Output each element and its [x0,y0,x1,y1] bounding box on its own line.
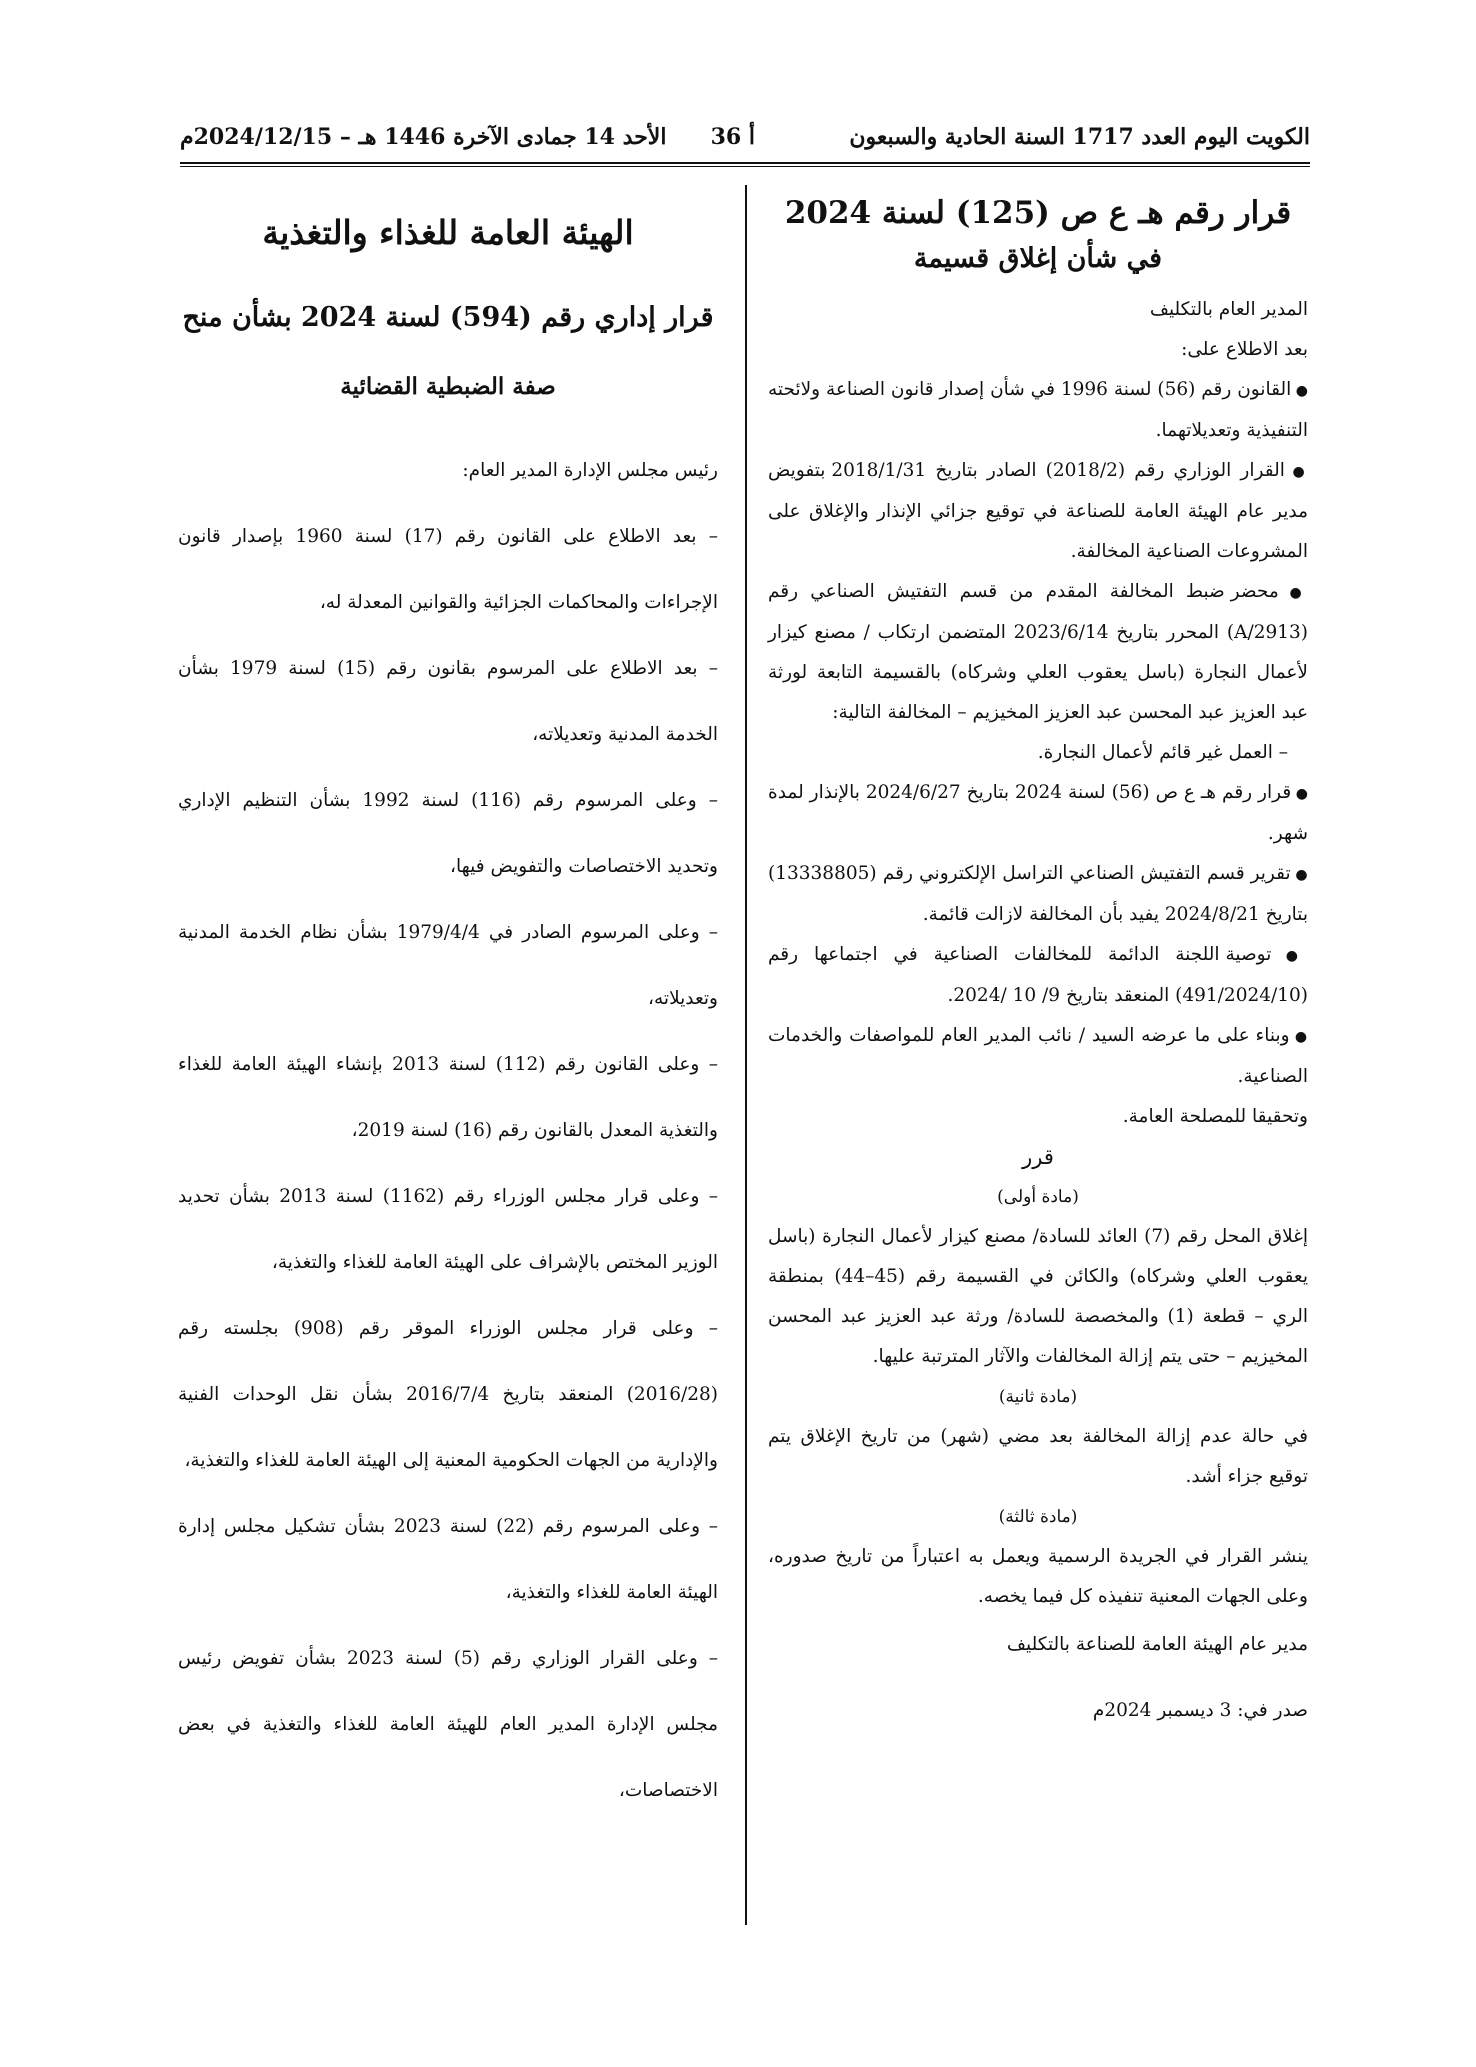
violation-item: – العمل غير قائم لأعمال النجارة. [1037,742,1288,763]
decision-125-subject: في شأن إغلاق قسيمة [913,243,1163,274]
gazette-issue-info: الكويت اليوم العدد 1717 السنة الحادية والسبعون [849,124,1310,150]
decision-594-subject: صفة الضبطية القضائية [340,373,556,400]
article-2-text: في حالة عدم إزالة المخالفة بعد مضي (شهر) من تاريخ الإغلاق يتم توقيع جزاء أشد. [768,1426,1308,1487]
authority-title: الهيئة العامة للغذاء والتغذية [262,213,634,252]
preamble-paragraph: – وعلى قرار مجلس الوزراء الموقر رقم (908) بجلسته رقم (2016/28) المنعقد بتاريخ 2016/7/4 بشأن نقل الوحدات الفنية والإدارية من الجهات الحكومية المعنية إلى الهيئة العامة للغذاء والتغذية، [178,1318,719,1471]
public-interest-line: وتحقيقا للمصلحة العامة. [1122,1106,1308,1127]
preamble-paragraph: – وعلى المرسوم رقم (116) لسنة 1992 بشأن التنظيم الإداري وتحديد الاختصاصات والتفويض فيها، [178,790,719,877]
article-2-title: (مادة ثانية) [998,1387,1078,1407]
bullet-item: ● محضر ضبط المخالفة المقدم من قسم التفتيش الصناعي رقم (2913/A) المحرر بتاريخ 2023/6/14 المتضمن ارتكاب / مصنع كيزار لأعمال النجارة (باسل يعقوب العلي وشركاه) بالقسيمة التابعة لورثة عبد العزيز عبد المحسن عبد العزيز المخيزيم – المخالفة التالية: [768,572,1308,733]
intro-line: رئيس مجلس الإدارة المدير العام: [462,460,718,481]
issuer-label: المدير العام بالتكليف [1149,299,1308,320]
bullet-item: ● وبناء على ما عرضه السيد / نائب المدير العام للمواصفات والخدمات الصناعية. [768,1016,1308,1097]
preamble-paragraph: – وعلى المرسوم الصادر في 1979/4/4 بشأن نظام الخدمة المدنية وتعديلاته، [178,922,718,1009]
after-review-label: بعد الاطلاع على: [1181,339,1308,360]
preamble-paragraph: – بعد الاطلاع على القانون رقم (17) لسنة 1960 بإصدار قانون الإجراءات والمحاكمات الجزائية والقوانين المعدلة له، [178,526,719,613]
preamble-paragraph: – وعلى المرسوم رقم (22) لسنة 2023 بشأن تشكيل مجلس إدارة الهيئة العامة للغذاء والتغذية، [178,1516,718,1603]
bullet-item: ● القانون رقم (56) لسنة 1996 في شأن إصدار قانون الصناعة ولائحته التنفيذية وتعديلاتهما. [768,370,1308,451]
page-number: أ 36 [710,124,755,150]
bullet-item: ● القرار الوزاري رقم (2018/2) الصادر بتاريخ 2018/1/31 بتفويض مدير عام الهيئة العامة للصناعة في توقيع جزائي الإنذار والإغلاق على المشروعات الصناعية المخالفة. [768,451,1308,572]
preamble-paragraph: – وعلى القرار الوزاري رقم (5) لسنة 2023 بشأن تفويض رئيس مجلس الإدارة المدير العام للهيئة العامة للغذاء والتغذية في بعض الاختصاصات، [178,1648,718,1801]
article-3-title: (مادة ثالثة) [998,1507,1078,1527]
decision-594-column [178,190,718,1824]
decided-label: قرر [1022,1145,1054,1169]
article-1-title: (مادة أولى) [997,1187,1079,1207]
decision-594-title: قرار إداري رقم (594) لسنة 2024 بشأن منح [182,302,714,333]
issue-date-line: صدر في: 3 ديسمبر 2024م [1092,1700,1308,1721]
article-3-text: ينشر القرار في الجريدة الرسمية ويعمل به اعتباراً من تاريخ صدوره، وعلى الجهات المعنية تنفيذه كل فيما يخصه. [768,1546,1308,1607]
header-rule [180,162,1310,164]
bullet-item: ● تقرير قسم التفتيش الصناعي التراسل الإلكتروني رقم (13338805) بتاريخ 2024/8/21 يفيد بأن المخالفة لازالت قائمة. [768,854,1308,935]
signatory: مدير عام الهيئة العامة للصناعة بالتكليف [1006,1634,1308,1655]
column-divider [745,185,747,1925]
page-header [180,120,1310,162]
bullet-item: ● توصية اللجنة الدائمة للمخالفات الصناعية في اجتماعها رقم (491/2024/10) المنعقد بتاريخ 9/ 10 /2024. [768,935,1308,1016]
decision-125-title: قرار رقم هـ ع ص (125) لسنة 2024 [784,195,1292,231]
preamble-paragraph: – بعد الاطلاع على المرسوم بقانون رقم (15) لسنة 1979 بشأن الخدمة المدنية وتعديلاته، [178,658,718,745]
article-1-text: إغلاق المحل رقم (7) العائد للسادة/ مصنع كيزار لأعمال النجارة (باسل يعقوب العلي وشركاه) والكائن في القسيمة رقم (45–44) بمنطقة الري – قطعة (1) والمخصصة للسادة/ ورثة عبد العزيز عبد المحسن المخيزيم – حتى يتم إزالة المخالفات والآثار المترتبة عليها. [768,1226,1309,1367]
bullet-item: ● قرار رقم هـ ع ص (56) لسنة 2024 بتاريخ 2024/6/27 بالإنذار لمدة شهر. [768,773,1308,854]
issue-date: الأحد 14 جمادى الآخرة 1446 هـ – 2024/12/15م [180,124,667,150]
decision-125-column [768,190,1308,1731]
header-rule-thin [180,166,1310,167]
preamble-paragraph: – وعلى القانون رقم (112) لسنة 2013 بإنشاء الهيئة العامة للغذاء والتغذية المعدل بالقانون رقم (16) لسنة 2019، [178,1054,718,1141]
preamble-paragraph: – وعلى قرار مجلس الوزراء رقم (1162) لسنة 2013 بشأن تحديد الوزير المختص بالإشراف على الهيئة العامة للغذاء والتغذية، [178,1186,718,1273]
